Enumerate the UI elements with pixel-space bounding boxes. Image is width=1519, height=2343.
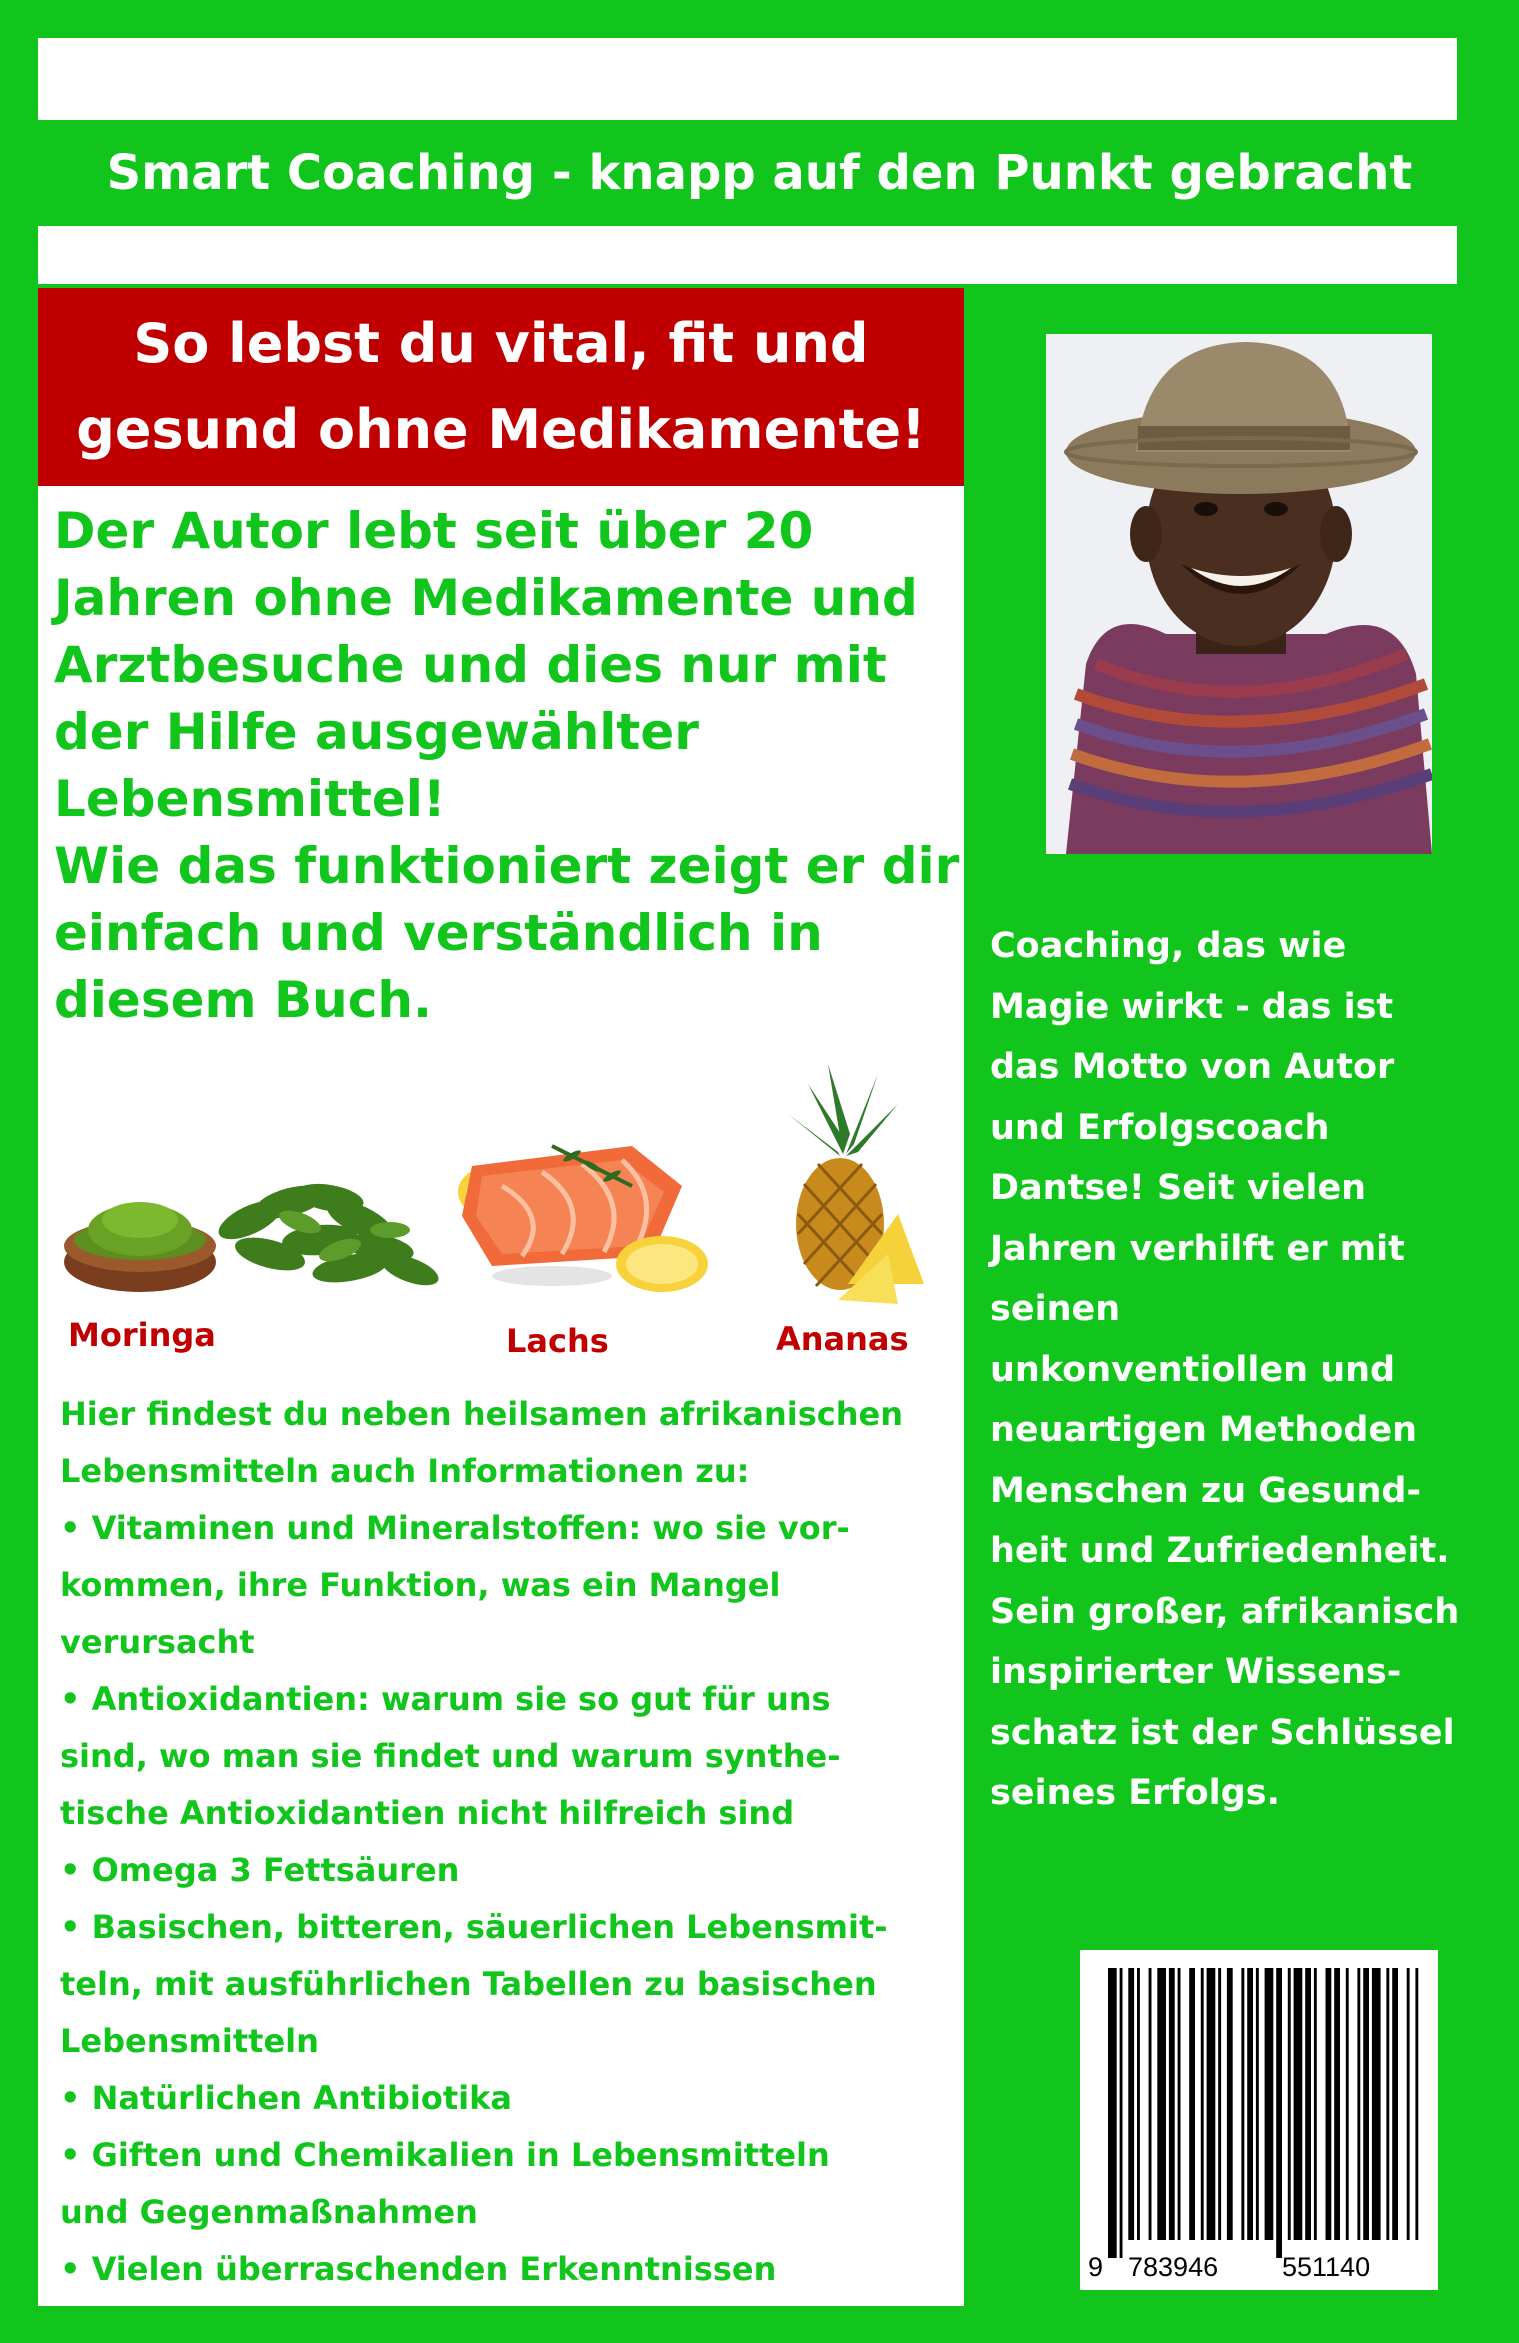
bio-line: Jahren verhilft er mit xyxy=(990,1228,1405,1269)
barcode-digit-first: 9 xyxy=(1088,2252,1104,2282)
list-item: • Vitaminen und Mineralstoffen: wo sie vor- xyxy=(60,1509,850,1547)
barcode-bar xyxy=(1207,1968,1216,2240)
list-item: Lebensmitteln auch Informationen zu: xyxy=(60,1452,750,1490)
bottom-white-bar xyxy=(38,226,1457,284)
intro-line: diesem Buch. xyxy=(54,971,432,1029)
series-title: Smart Coaching - knapp auf den Punkt gebracht xyxy=(106,145,1413,201)
barcode-bar xyxy=(1346,1968,1349,2240)
top-white-bar xyxy=(38,38,1457,120)
bio-line: seinen xyxy=(990,1289,1121,1329)
barcode-group-1: 783946 xyxy=(1128,2252,1219,2282)
intro-line: Wie das funktioniert zeigt er dir xyxy=(54,837,960,895)
bio-line: Magie wirkt - das ist xyxy=(990,986,1394,1027)
bio-line: heit und Zufriedenheit. xyxy=(990,1531,1450,1571)
bio-line: Coaching, das wie xyxy=(990,926,1347,966)
barcode-bar xyxy=(1265,1968,1274,2240)
ananas-label: Ananas xyxy=(776,1320,909,1358)
list-item: • Natürlichen Antibiotika xyxy=(60,2079,512,2117)
headline-banner xyxy=(38,288,964,486)
barcode-bar xyxy=(1178,1968,1181,2240)
barcode-bar xyxy=(1363,1968,1369,2240)
author-portrait xyxy=(1046,334,1432,854)
barcode-bar xyxy=(1334,1968,1340,2240)
barcode-bar xyxy=(1128,1968,1134,2240)
bio-line: unkonventiollen und xyxy=(990,1349,1396,1390)
list-item: • Antioxidantien: warum sie so gut für uns xyxy=(60,1680,831,1718)
barcode-bar xyxy=(1294,1968,1303,2240)
list-item: • Omega 3 Fettsäuren xyxy=(60,1851,460,1889)
barcode-bar xyxy=(1372,1968,1381,2240)
bio-line: schatz ist der Schlüssel xyxy=(990,1712,1455,1753)
barcode-bar xyxy=(1276,1968,1282,2258)
barcode-bar xyxy=(1407,1968,1410,2240)
intro-line: einfach und verständlich in xyxy=(54,904,823,962)
bio-line: Dantse! Seit vielen xyxy=(990,1168,1367,1208)
barcode-bar xyxy=(1108,1968,1117,2258)
list-item: teln, mit ausführlichen Tabellen zu basischen xyxy=(60,1965,877,2003)
barcode-bar xyxy=(1201,1968,1204,2240)
bio-line: Sein großer, afrikanisch xyxy=(990,1591,1460,1632)
list-item: Lebensmitteln xyxy=(60,2022,319,2060)
bio-line: und Erfolgscoach xyxy=(990,1107,1330,1148)
bio-line: inspirierter Wissens- xyxy=(990,1652,1402,1692)
barcode-bar xyxy=(1120,1968,1123,2258)
barcode-bar xyxy=(1357,1968,1360,2240)
list-item: Hier findest du neben heilsamen afrikanischen xyxy=(60,1395,904,1433)
barcode-bar xyxy=(1157,1968,1166,2240)
intro-line: Der Autor lebt seit über 20 xyxy=(54,502,814,560)
barcode-group-2: 551140 xyxy=(1282,2252,1371,2282)
barcode-bar xyxy=(1218,1968,1221,2240)
list-item: verursacht xyxy=(60,1623,255,1661)
barcode-bar xyxy=(1227,1968,1233,2240)
bio-line: Menschen zu Gesund- xyxy=(990,1470,1422,1511)
list-item: • Vielen überraschenden Erkenntnissen xyxy=(60,2250,777,2288)
moringa-label: Moringa xyxy=(68,1316,216,1354)
barcode-bar xyxy=(1256,1968,1259,2240)
barcode-bar xyxy=(1314,1968,1317,2240)
bio-line: neuartigen Methoden xyxy=(990,1410,1418,1450)
salmon-image xyxy=(432,1106,722,1306)
barcode-bar xyxy=(1392,1968,1398,2240)
barcode-bar xyxy=(1241,1968,1244,2240)
barcode-bar xyxy=(1169,1968,1175,2240)
barcode-bar xyxy=(1415,1968,1418,2240)
barcode-bar xyxy=(1189,1968,1195,2240)
barcode-bar xyxy=(1288,1968,1291,2240)
list-item: sind, wo man sie findet und warum synthe- xyxy=(60,1737,841,1775)
headline-line-1: So lebst du vital, fit und xyxy=(133,312,869,375)
intro-text xyxy=(54,498,960,1034)
intro-line: der Hilfe ausgewählter xyxy=(54,703,699,761)
barcode-bar xyxy=(1149,1968,1152,2240)
intro-line: Jahren ohne Medikamente und xyxy=(54,569,918,627)
barcode-bars xyxy=(1080,1950,1438,2290)
barcode xyxy=(1080,1950,1438,2290)
list-item: • Basischen, bitteren, säuerlichen Lebensmit- xyxy=(60,1908,888,1946)
author-bio xyxy=(990,916,1490,1824)
content-panel xyxy=(38,288,964,2306)
list-item: und Gegenmaßnahmen xyxy=(60,2193,478,2231)
headline-line-2: gesund ohne Medikamente! xyxy=(76,398,926,461)
barcode-bar xyxy=(1305,1968,1311,2240)
bio-line: das Motto von Autor xyxy=(990,1047,1395,1087)
intro-line: Lebensmittel! xyxy=(54,770,446,828)
lachs-label: Lachs xyxy=(506,1322,609,1360)
list-item: kommen, ihre Funktion, was ein Mangel xyxy=(60,1566,781,1604)
bio-line: seines Erfolgs. xyxy=(990,1773,1280,1813)
barcode-bar xyxy=(1247,1968,1253,2240)
barcode-bar xyxy=(1326,1968,1332,2240)
intro-line: Arztbesuche und dies nur mit xyxy=(54,636,887,694)
list-item: tische Antioxidantien nicht hilfreich sind xyxy=(60,1794,795,1832)
list-item: • Giften und Chemikalien in Lebensmitteln xyxy=(60,2136,830,2174)
barcode-bar xyxy=(1137,1968,1140,2240)
moringa-image xyxy=(60,1150,460,1300)
topics-list xyxy=(60,1386,960,2298)
pineapple-image xyxy=(768,1064,928,1314)
barcode-bar xyxy=(1386,1968,1389,2240)
